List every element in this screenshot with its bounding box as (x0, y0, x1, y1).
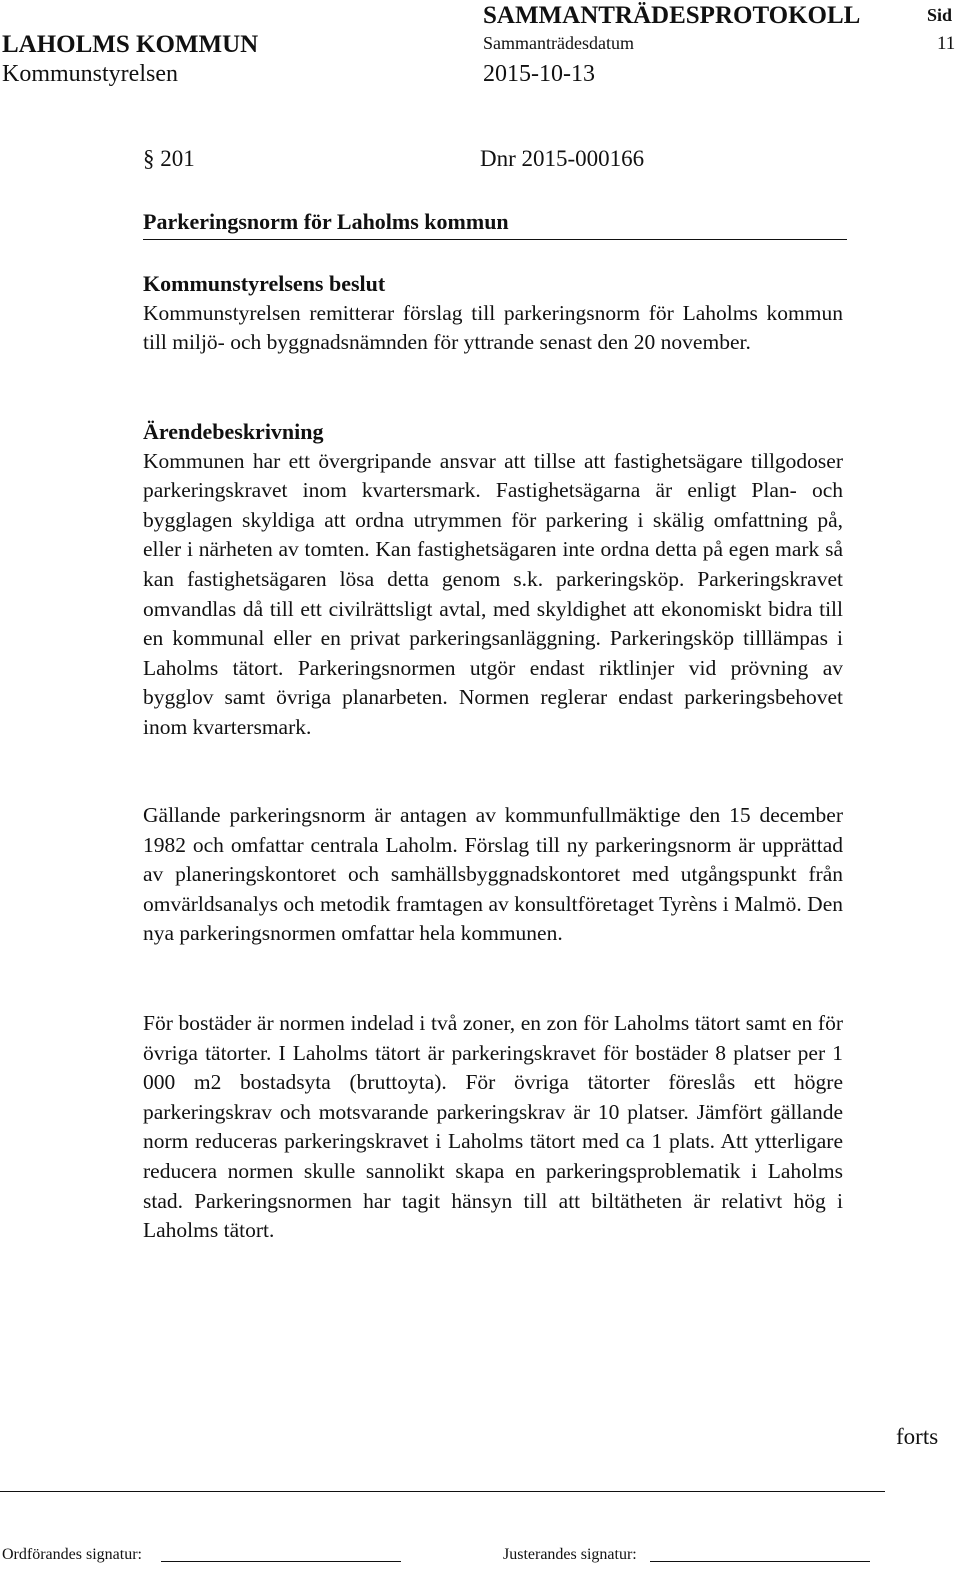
protocol-title: SAMMANTRÄDESPROTOKOLL (483, 2, 861, 29)
description-paragraph-3-block (143, 1009, 843, 1246)
municipality-name: LAHOLMS KOMMUN (2, 31, 259, 58)
page-label: Sid (927, 5, 953, 25)
description-paragraph-2-block (143, 801, 843, 949)
footer-divider (0, 1491, 885, 1492)
department-name: Kommunstyrelsen (2, 61, 178, 87)
decision-block (143, 269, 843, 358)
description-heading: Ärendebeskrivning (143, 419, 324, 444)
adjuster-signature-label: Justerandes signatur: (503, 1546, 637, 1563)
dnr-number: Dnr 2015-000166 (480, 146, 645, 171)
decision-heading: Kommunstyrelsens beslut (143, 271, 386, 296)
decision-text: Kommunstyrelsen remitterar förslag till parkeringsnorm för Laholms kommun till miljö- och byggnadsnämnden för yttrande senast den 20 november. (143, 300, 843, 355)
page-number: 11 (937, 33, 956, 54)
description-block (143, 417, 843, 743)
description-paragraph-2: Gällande parkeringsnorm är antagen av kommunfullmäktige den 15 december 1982 och omfattar centrala Laholm. Förslag till ny parkeringsnorm är upprättad av planeringskontoret och samhällsbyggnadskontoret med utgångspunkt från omvärldsanalys och metodik framtagen av konsultföretaget Tyrèns i Malmö. Den nya parkeringsnormen omfattar hela kommunen. (143, 803, 843, 946)
chair-signature-line (161, 1561, 401, 1562)
paragraph-number: § 201 (143, 146, 195, 171)
description-paragraph-3: För bostäder är normen indelad i två zoner, en zon för Laholms tätort samt en för övriga tätorter. I Laholms tätort är parkeringskravet för bostäder 8 platser per 1 000 m2 bostadsyta (bruttoyta). För övriga tätorter föreslås ett högre parkeringskrav och motsvarande parkeringskrav är 10 platser. Jämfört gällande norm reduceras parkeringskravet i Laholms tätort med ca 1 plats. Att ytterligare reducera normen skulle sannolikt skapa en parkeringsproblematik i Laholms stad. Parkeringsnormen har tagit hänsyn till att biltätheten är relativt hög i Laholms tätort. (143, 1011, 843, 1243)
adjuster-signature-line (650, 1561, 870, 1562)
description-paragraph-1: Kommunen har ett övergripande ansvar att tillse att fastighetsägare tillgodoser parkeringskravet inom kvartersmark. Fastighetsägarna är enligt Plan- och bygglagen skyldiga att ordna utrymmen för parkering i skälig omfattning på, eller i närheten av tomten. Kan fastighetsägaren inte ordna detta på egen mark så kan fastighetsägaren lösa detta genom s.k. parkeringsköp. Parkeringskravet omvandlas då till ett civilrättsligt avtal, med skyldighet att ekonomiskt bidra till en kommunal eller en privat parkeringsanläggning. Parkeringsköp tilllämpas i Laholms tätort. Parkeringsnormen utgör endast riktlinjer vid prövning av bygglov samt övriga planarbeten. Normen reglerar endast parkeringsbehovet inom kvartersmark. (143, 448, 843, 739)
chair-signature-label: Ordförandes signatur: (2, 1546, 142, 1563)
section-title: Parkeringsnorm för Laholms kommun (143, 207, 847, 240)
date-label: Sammanträdesdatum (483, 33, 634, 53)
meeting-date: 2015-10-13 (483, 61, 595, 87)
continuation-marker: forts (896, 1424, 939, 1449)
